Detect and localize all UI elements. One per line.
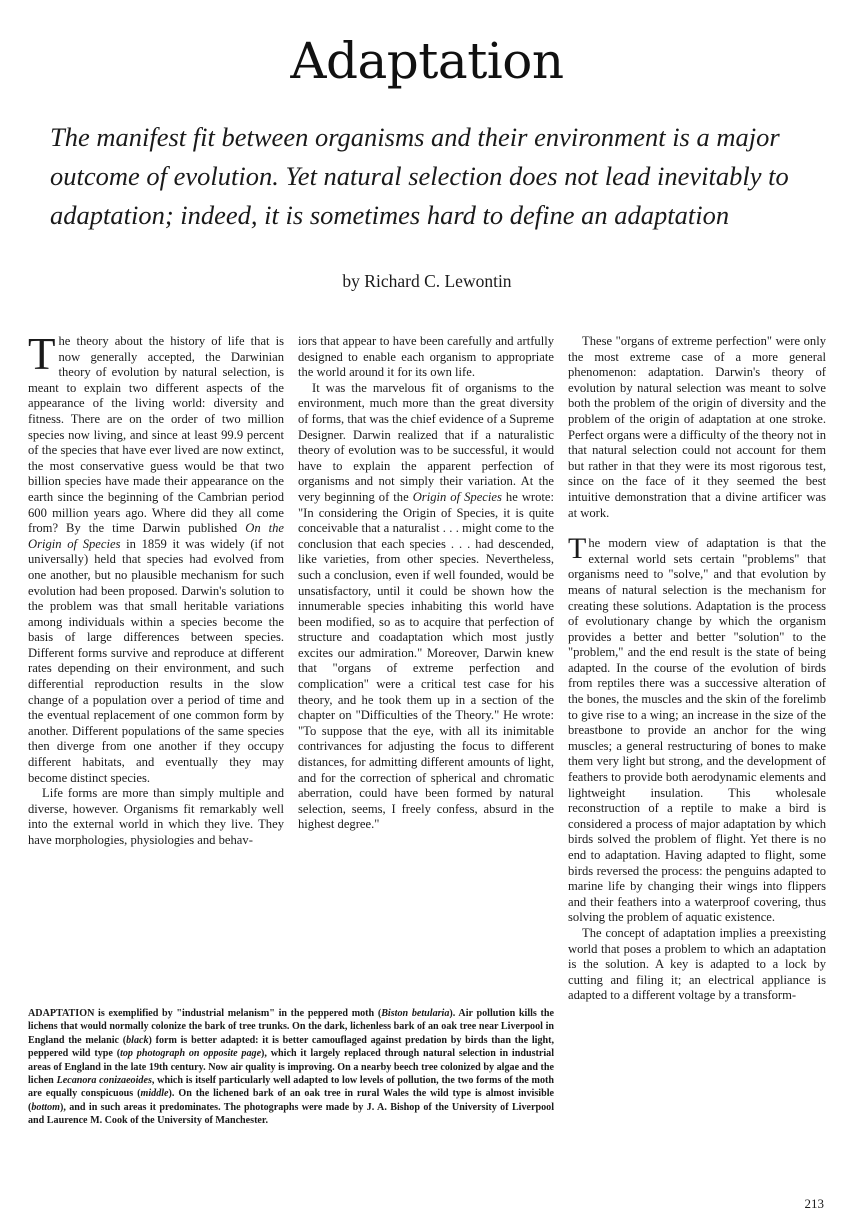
caption-italic: black <box>126 1034 149 1046</box>
article-title: Adaptation <box>290 32 564 90</box>
paragraph-text: he wrote: "In considering the Origin of Species, it is quite conceivable that a naturalist . . . might come to the conclusion that each species . . . had descended, like varieties, from other species. Nevertheless, such a conclusion, even if well founded, would be unsatisfactory, until it could be shown how the innumerable species inhabiting this world have been modified, so as to acquire that perfection of structure and coadaptation which most justly excites our admiration." Moreover, Darwin knew that "organs of extreme perfection and complication" were a critical test case for his theory, and he took them up in a section of the chapter on "Difficulties of the Theory." He wrote: "To suppose that the eye, with all its inimitable contrivances for adjusting the focus to different distances, for admitting different amounts of light, and for the correction of spherical and chromatic aberration, could have been formed by natural selection, seems, I freely confess, absurd in the highest degree." <box>298 489 554 832</box>
paragraph-text: he theory about the history of life that is now generally accepted, the Darwinian theory of evolution by natural selection, is meant to explain two different aspects of the appearance of the living world: diversity and fitness. There are on the order of two million species now living, and since at least 99.9 percent of the species that have ever lived are now extinct, the most conservative guess would be that two billion species have made their appearance on the earth since the beginning of the Cambrian period 600 million years ago. Where did they all come from? By the time Darwin published <box>28 334 284 536</box>
caption-italic: Lecanora conizaeoides <box>56 1075 152 1087</box>
page-number: 213 <box>804 1196 824 1211</box>
paragraph <box>28 329 284 786</box>
caption-italic: top photograph on opposite page <box>120 1048 262 1060</box>
paragraph: These "organs of extreme perfection" were only the most extreme case of a more general phenomenon: adaptation. Darwin's theory of evolution by natural selection was meant to solve both the problem of the origin of diversity and the problem of the origin of adaptation at one stroke. Perfect organs were a difficulty of the theory not in that natural selection could not account for them but rather in that they were its most rigorous test, since on the face of it they seemed the best intuitive demonstration that a divine artificer was at work. <box>568 334 826 520</box>
paragraph <box>568 532 826 926</box>
figure-caption <box>28 1007 554 1128</box>
paragraph <box>298 381 554 833</box>
caption-text: , which is itself particularly well adapted to low levels of pollution, the two forms of the moth are equally conspicuous ( <box>28 1075 554 1100</box>
paragraph-text: It was the marvelous fit of organisms to the environment, much more than the great diversity of forms, that was the chief evidence of a Supreme Designer. Darwin realized that if a naturalistic theory of evolution was to be successful, it would have to explain the apparent perfection of organisms and not simply their variation. At the very beginning of the <box>298 380 554 504</box>
book-title: On the Origin of Species <box>28 521 284 551</box>
paragraph-text: he modern view of adaptation is that the external world sets certain "problems" that organisms need to "solve," and that evolution by means of natural selection is the mechanism for creating these solutions. Adaptation is the process of evolutionary change by which the organism provides a better and better "solution" to the "problem," and the end result is the state of being adapted. In the course of the evolution of birds from reptiles there was a successive alteration of the bones, the muscles and the skin of the forelimb to give rise to a wing; an increase in the size of the breastbone to provide an anchor for the wing muscles; a general restructuring of bones to make them very light but strong, and the development of feathers to provide both aerodynamic elements and lightweight insulation. This wholesale reconstruction of a reptile to make a bird is considered a process of major adaptation by which birds solved the problem of flight. Yet there is no end to adaptation. Having adapted to flight, some birds reversed the process: the penguins adapted to marine life by changing their wings into flippers and their feathers into a waterproof covering, thus solving the problem of aquatic existence. <box>568 536 826 925</box>
caption-text: ADAPTATION is exemplified by "industrial melanism" in the peppered moth ( <box>28 1008 382 1019</box>
text-column-3 <box>568 334 826 1004</box>
caption-text: ). On the lichened bark of an oak tree in rural Wales the wild type is almost invisible ( <box>28 1088 554 1113</box>
paragraph-text: in 1859 it was widely (if not universally) held that species had evolved from one another, but no plausible mechanism for such evolution had been proposed. Darwin's solution to the problem was that small heritable variations among individuals within a species become the basis of large differences between species. Different forms survive and reproduce at different rates depending on their environment, and such differential reproduction results in the slow change of a population over a period of time and the eventual replacement of one common form by another. Different populations of the same species then diverge from one another if they occupy different habitats, and eventually they may become distinct species. <box>28 536 284 785</box>
caption-text: ), and in such areas it predominates. The photographs were made by J. A. Bishop of the University of Liverpool and Laurence M. Cook of the University of Manchester. <box>28 1101 554 1127</box>
caption-italic: middle <box>140 1088 169 1100</box>
drop-cap: T <box>28 329 56 379</box>
caption-text: ), which it largely replaced through natural selection in industrial areas of England in the late 19th century. Now air quality is improving. On a nearby beech tree colonized by algae and the lichen <box>28 1048 554 1087</box>
drop-cap: T <box>568 532 587 566</box>
caption-text: ) form is better adapted: it is better camouflaged against predation by birds than the light, peppered wild type ( <box>28 1034 554 1060</box>
paragraph: Life forms are more than simply multiple and diverse, however. Organisms fit remarkably well into the external world in which they live. They have morphologies, physiologies and behav- <box>28 786 284 847</box>
author-byline: by Richard C. Lewontin <box>342 271 512 291</box>
paragraph: iors that appear to have been carefully and artfully designed to enable each organism to appropriate the world around it for its own life. <box>298 334 554 380</box>
caption-italic: Biston betularia <box>381 1008 450 1019</box>
book-title: Origin of Species <box>412 489 502 504</box>
caption-text: ). Air pollution kills the lichens that would normally colonize the bark of tree trunks. On the dark, lichenless bark of an oak tree near Liverpool in England the melanic ( <box>28 1008 555 1046</box>
caption-italic: bottom <box>31 1101 60 1113</box>
paragraph: The concept of adaptation implies a preexisting world that poses a problem to which an adaptation is the solution. A key is adapted to a lock by cutting and filing it; an electrical appliance is adapted to a different voltage by a transform- <box>568 925 826 1003</box>
text-column-1 <box>28 329 284 849</box>
article-deck: The manifest fit between organisms and their environment is a major outcome of evolution. Yet natural selection does not lead inevitably to adaptation; indeed, it is sometimes hard to define an adaptation <box>50 122 789 230</box>
text-column-2 <box>298 334 554 833</box>
